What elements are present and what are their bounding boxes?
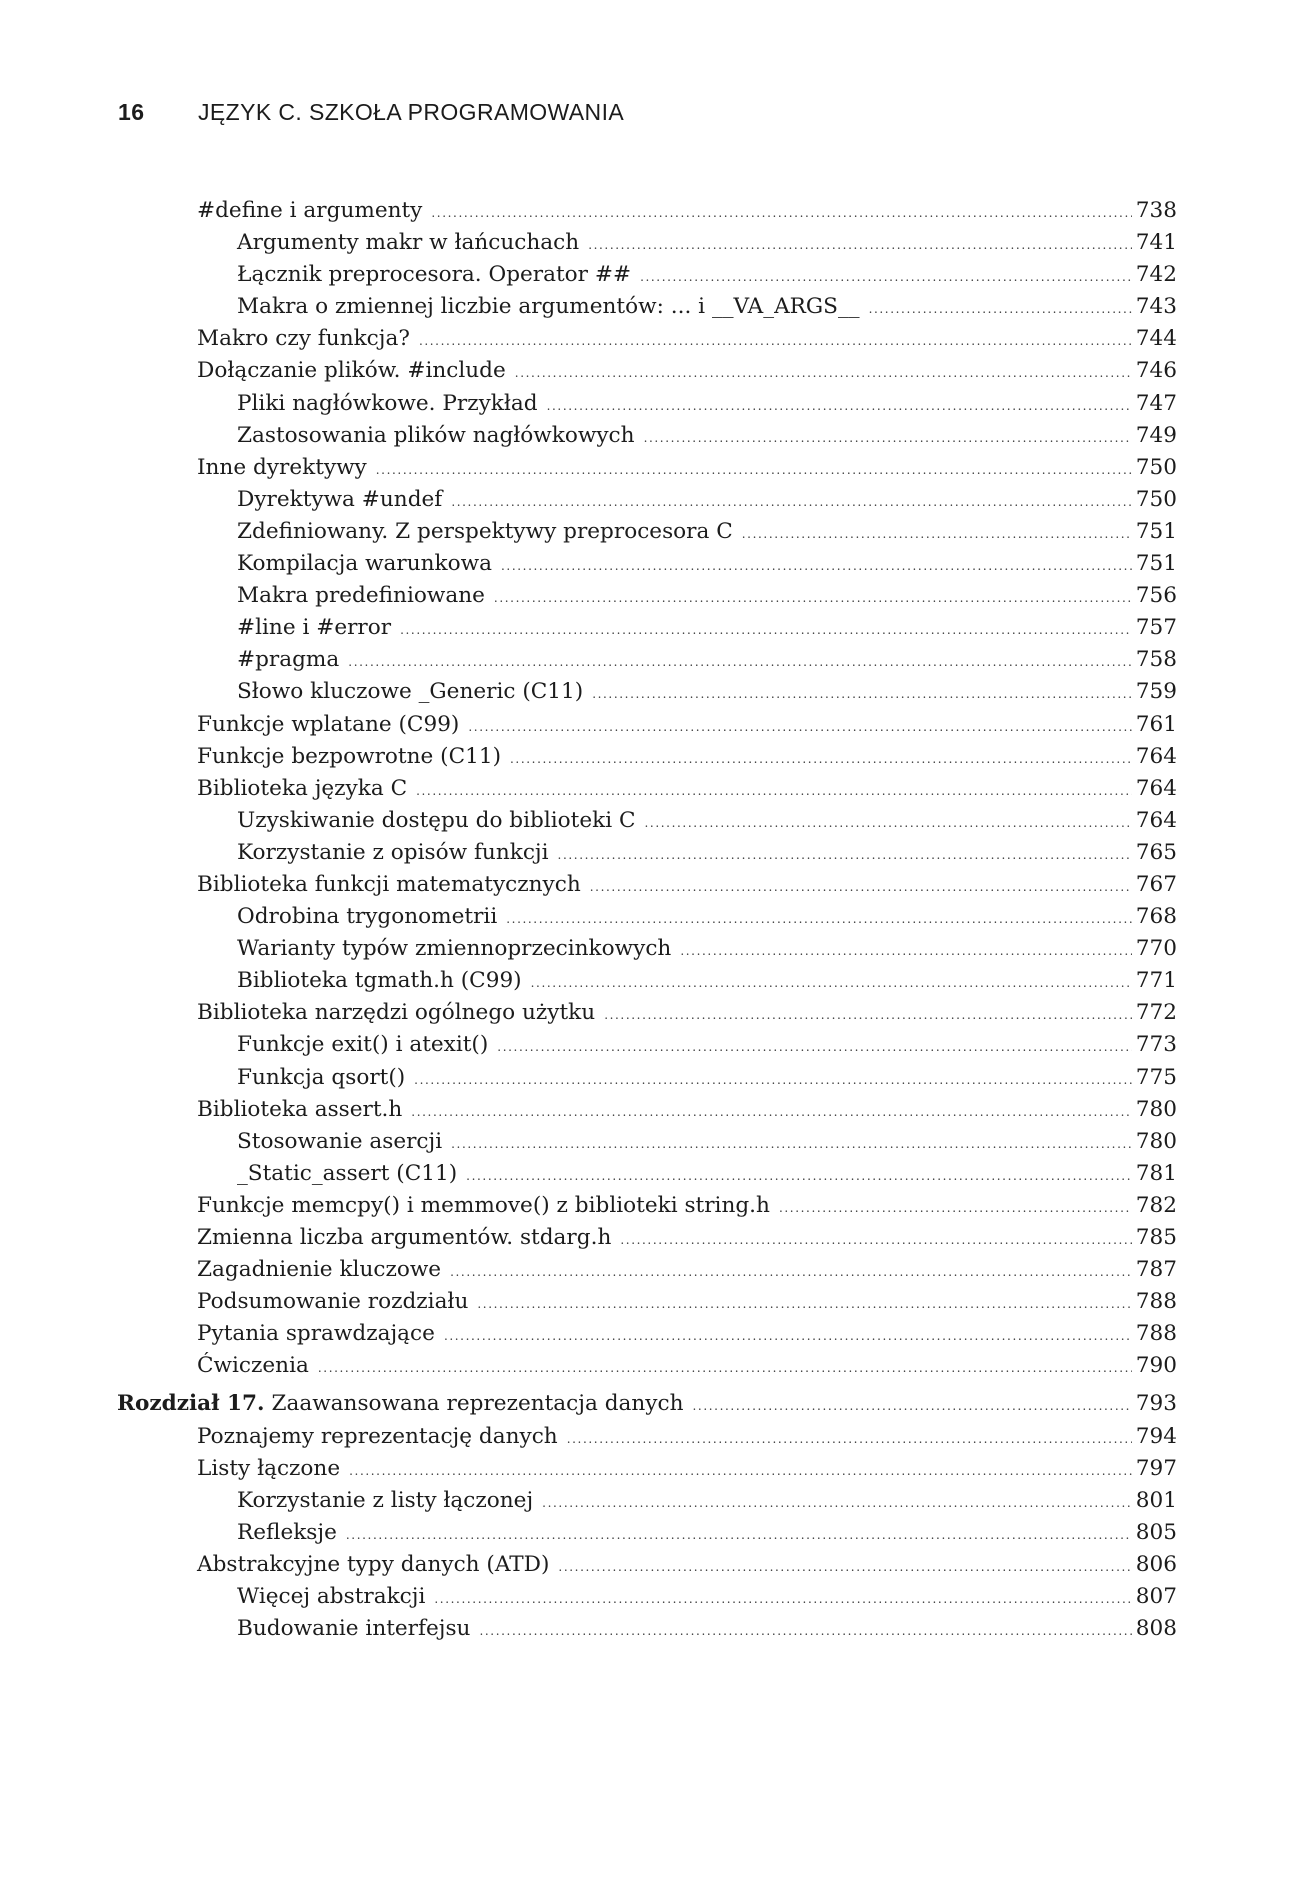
toc-entry-title: [237, 420, 635, 452]
toc-title-text: Refleksje: [237, 1519, 337, 1545]
toc-page-number: 759: [1135, 679, 1177, 705]
toc-page-number: 738: [1135, 198, 1177, 223]
toc-title-text: Funkcje exit() i atexit(): [237, 1032, 489, 1058]
dot-leader: [346, 1529, 1132, 1541]
toc-title-text: Uzyskiwanie dostępu do biblioteki C: [237, 807, 636, 833]
toc-page-number: 790: [1135, 1353, 1177, 1379]
toc-page-number: 746: [1135, 358, 1177, 384]
toc-entry-title: [237, 1029, 488, 1061]
toc-section-entry: [117, 869, 1177, 901]
dot-leader: [558, 1561, 1131, 1573]
dot-leader: [450, 1266, 1132, 1278]
toc-page-number: 772: [1135, 1000, 1177, 1026]
toc-title-text: Łącznik preprocesora. Operator ##: [237, 262, 632, 288]
toc-page-number: 750: [1135, 486, 1177, 512]
toc-page-number: 808: [1135, 1616, 1177, 1642]
dot-leader: [349, 1465, 1132, 1477]
toc-entry-title: [237, 1613, 470, 1645]
dot-leader: [558, 849, 1132, 861]
toc-entry-title: [197, 1350, 309, 1382]
toc-title-text: Biblioteka funkcji matematycznych: [197, 871, 581, 897]
dot-leader: [644, 432, 1132, 444]
toc-subsection-entry: [117, 227, 1177, 259]
toc-section-entry: [117, 1222, 1177, 1254]
toc-page-number: 747: [1135, 390, 1177, 416]
toc-title-text: _Static_assert (C11): [237, 1160, 458, 1186]
dot-leader: [479, 1625, 1131, 1637]
toc-section-entry: [117, 773, 1177, 805]
toc-title-text: #pragma: [237, 647, 340, 673]
dot-leader: [592, 688, 1132, 700]
toc-title-text: Ćwiczenia: [197, 1353, 309, 1379]
dot-leader: [497, 1041, 1132, 1053]
dot-leader: [501, 560, 1132, 572]
dot-leader: [567, 1433, 1132, 1445]
toc-section-entry: [117, 195, 1177, 227]
toc-title-text: #define i argumenty: [197, 198, 423, 223]
dot-leader: [468, 721, 1131, 733]
dot-leader: [590, 881, 1132, 893]
dot-leader: [376, 464, 1132, 476]
dot-leader: [779, 1202, 1132, 1214]
toc-page-number: 741: [1135, 230, 1177, 256]
toc-entry-title: [237, 1126, 442, 1158]
toc-subsection-entry: [117, 933, 1177, 965]
page-number: 16: [118, 99, 145, 125]
chapter-prefix: Rozdział 17.: [117, 1391, 265, 1417]
toc-entry-title: [117, 1388, 684, 1420]
toc-title-text: Pytania sprawdzające: [197, 1321, 435, 1347]
toc-entry-title: [237, 933, 671, 965]
toc-section-entry: [117, 997, 1177, 1029]
toc-section-entry: [117, 323, 1177, 355]
toc-page-number: 785: [1135, 1225, 1177, 1250]
toc-page-number: 782: [1135, 1192, 1177, 1218]
dot-leader: [742, 528, 1132, 540]
toc-page-number: 780: [1135, 1128, 1177, 1154]
toc-section-entry: [117, 1254, 1177, 1286]
toc-title-text: Argumenty makr w łańcuchach: [237, 230, 580, 256]
dot-leader: [348, 656, 1131, 668]
toc-entry-title: [197, 355, 506, 387]
toc-title-text: Dołączanie plików. #include: [197, 358, 506, 384]
toc-page-number: 781: [1135, 1160, 1177, 1186]
toc-subsection-entry: [117, 516, 1177, 548]
toc-entry-title: [197, 1318, 435, 1350]
toc-page-number: 764: [1135, 807, 1177, 833]
toc-title-text: Zdefiniowany. Z perspektywy preprocesora C: [237, 518, 733, 544]
toc-section-entry: [117, 1549, 1177, 1581]
toc-page-number: 788: [1135, 1321, 1177, 1347]
toc-page-number: 780: [1135, 1096, 1177, 1122]
toc-subsection-entry: [117, 388, 1177, 420]
toc-entry-title: [237, 837, 549, 869]
toc-chapter-entry: [117, 1388, 1177, 1420]
toc-section-entry: [117, 741, 1177, 773]
toc-subsection-entry: [117, 548, 1177, 580]
toc-title-text: Zagadnienie kluczowe: [197, 1257, 442, 1283]
toc-title-text: Biblioteka języka C: [197, 775, 408, 801]
toc-page-number: 765: [1135, 839, 1177, 865]
toc-title-text: Makro czy funkcja?: [197, 326, 410, 352]
toc-section-entry: [117, 1190, 1177, 1222]
toc-entry-title: [237, 1581, 425, 1613]
toc-title-text: Zaawansowana reprezentacja danych: [271, 1391, 684, 1417]
toc-entry-title: [237, 805, 636, 837]
dot-leader: [531, 977, 1132, 989]
dot-leader: [400, 624, 1132, 636]
toc-section-entry: [117, 1318, 1177, 1350]
toc-subsection-entry: [117, 805, 1177, 837]
toc-title-text: Makra predefiniowane: [237, 583, 485, 609]
toc-entry-title: [197, 773, 407, 805]
toc-page-number: 768: [1135, 904, 1177, 930]
toc-title-text: Funkcje memcpy() i memmove() z biblioteki string.h: [197, 1192, 770, 1218]
toc-page-number: 764: [1135, 743, 1177, 769]
toc-page-number: 758: [1135, 647, 1177, 673]
toc-subsection-entry: [117, 612, 1177, 644]
toc-subsection-entry: [117, 259, 1177, 291]
toc-title-text: Więcej abstrakcji: [237, 1584, 426, 1610]
dot-leader: [318, 1362, 1132, 1374]
book-title: JĘZYK C. SZKOŁA PROGRAMOWANIA: [198, 99, 625, 125]
toc-entry-title: [197, 1286, 468, 1318]
toc-entry-title: [237, 227, 579, 259]
dot-leader: [515, 367, 1132, 379]
running-head: [118, 99, 624, 126]
dot-leader: [693, 1400, 1132, 1412]
dot-leader: [588, 239, 1132, 251]
dot-leader: [414, 1074, 1132, 1086]
toc-page-number: 751: [1135, 518, 1177, 544]
toc-entry-title: [197, 1549, 549, 1581]
toc-subsection-entry: [117, 1581, 1177, 1613]
toc-page-number: 750: [1135, 454, 1177, 480]
toc-page-number: 775: [1135, 1064, 1177, 1090]
toc-entry-title: [237, 1517, 337, 1549]
toc-title-text: Funkcje wplatane (C99): [197, 711, 460, 737]
toc-subsection-entry: [117, 676, 1177, 708]
dot-leader: [542, 1497, 1132, 1509]
toc-subsection-entry: [117, 580, 1177, 612]
toc-entry-title: [237, 388, 538, 420]
toc-section-entry: [117, 1350, 1177, 1382]
toc-entry-title: [237, 901, 497, 933]
dot-leader: [451, 1138, 1132, 1150]
dot-leader: [869, 303, 1132, 315]
toc-entry-title: [237, 644, 339, 676]
toc-entry-title: [197, 323, 410, 355]
toc-title-text: Funkcja qsort(): [237, 1064, 406, 1090]
toc-entry-title: [197, 195, 422, 227]
dot-leader: [416, 785, 1132, 797]
toc-title-text: #line i #error: [237, 615, 392, 641]
dot-leader: [419, 335, 1132, 347]
toc-entry-title: [197, 1094, 402, 1126]
toc-title-text: Listy łączone: [197, 1455, 341, 1481]
toc-title-text: Warianty typów zmiennoprzecinkowych: [237, 936, 672, 962]
toc-title-text: Budowanie interfejsu: [237, 1616, 471, 1642]
dot-leader: [640, 271, 1132, 283]
toc-subsection-entry: [117, 1126, 1177, 1158]
toc-entry-title: [237, 1158, 457, 1190]
toc-entry-title: [197, 997, 595, 1029]
toc-title-text: Zastosowania plików nagłówkowych: [237, 422, 635, 448]
toc-subsection-entry: [117, 484, 1177, 516]
toc-subsection-entry: [117, 1158, 1177, 1190]
toc-entry-title: [237, 291, 860, 323]
toc-entry-title: [197, 1254, 441, 1286]
toc-title-text: Funkcje bezpowrotne (C11): [197, 743, 501, 769]
toc-subsection-entry: [117, 1029, 1177, 1061]
dot-leader: [494, 592, 1132, 604]
toc-page-number: 764: [1135, 775, 1177, 801]
toc-entry-title: [237, 1062, 405, 1094]
toc-section-entry: [117, 709, 1177, 741]
toc-subsection-entry: [117, 901, 1177, 933]
toc-title-text: Kompilacja warunkowa: [237, 551, 493, 577]
toc-page-number: 749: [1135, 422, 1177, 448]
toc-entry-title: [237, 580, 485, 612]
toc-title-text: Stosowanie asercji: [237, 1128, 443, 1154]
toc-entry-title: [237, 484, 442, 516]
toc-title-text: Biblioteka assert.h: [197, 1096, 403, 1122]
toc-entry-title: [197, 1190, 770, 1222]
toc-title-text: Makra o zmiennej liczbie argumentów: ... i __VA_ARGS__: [237, 294, 860, 320]
toc-entry-title: [237, 516, 733, 548]
toc-page-number: 751: [1135, 551, 1177, 577]
toc-page-number: 771: [1135, 968, 1177, 994]
toc-page-number: 756: [1135, 583, 1177, 609]
dot-leader: [547, 400, 1132, 412]
toc-title-text: Korzystanie z opisów funkcji: [237, 839, 549, 865]
toc-entry-title: [197, 1453, 340, 1485]
toc-section-entry: [117, 452, 1177, 484]
toc-entry-title: [237, 612, 391, 644]
toc-entry-title: [197, 1222, 611, 1254]
toc-page-number: 793: [1135, 1391, 1177, 1417]
toc-title-text: Podsumowanie rozdziału: [197, 1289, 469, 1315]
toc-entry-title: [237, 1485, 533, 1517]
dot-leader: [604, 1009, 1132, 1021]
dot-leader: [431, 207, 1131, 219]
toc-section-entry: [117, 1453, 1177, 1485]
dot-leader: [451, 496, 1131, 508]
dot-leader: [411, 1106, 1132, 1118]
dot-leader: [477, 1298, 1131, 1310]
toc-subsection-entry: [117, 291, 1177, 323]
toc-entry-title: [237, 259, 631, 291]
dot-leader: [466, 1170, 1132, 1182]
toc-title-text: Słowo kluczowe _Generic (C11): [237, 679, 584, 705]
toc-page-number: 806: [1135, 1551, 1177, 1577]
toc-title-text: Dyrektywa #undef: [237, 486, 443, 512]
toc-page-number: 770: [1135, 936, 1177, 962]
dot-leader: [645, 817, 1132, 829]
toc-title-text: Zmienna liczba argumentów. stdarg.h: [197, 1225, 612, 1250]
toc-subsection-entry: [117, 1517, 1177, 1549]
dot-leader: [510, 753, 1132, 765]
toc-section-entry: [117, 355, 1177, 387]
toc-page-number: 797: [1135, 1455, 1177, 1481]
toc-page-number: 757: [1135, 615, 1177, 641]
toc-section-entry: [117, 1286, 1177, 1318]
toc-subsection-entry: [117, 1613, 1177, 1645]
toc-page-number: 805: [1135, 1519, 1177, 1545]
toc-section-entry: [117, 1421, 1177, 1453]
toc-page-number: 744: [1135, 326, 1177, 352]
toc-page-number: 801: [1135, 1487, 1177, 1513]
dot-leader: [680, 945, 1131, 957]
toc-page-number: 761: [1135, 711, 1177, 737]
toc-entry-title: [237, 548, 492, 580]
toc-page-number: 767: [1135, 871, 1177, 897]
toc-title-text: Inne dyrektywy: [197, 454, 367, 480]
toc-page-number: 794: [1135, 1423, 1177, 1449]
toc-page-number: 742: [1135, 262, 1177, 288]
toc-entry-title: [237, 965, 522, 997]
toc-entry-title: [197, 452, 367, 484]
toc-subsection-entry: [117, 1485, 1177, 1517]
table-of-contents: [117, 195, 1177, 1645]
toc-title-text: Poznajemy reprezentację danych: [197, 1423, 558, 1449]
toc-subsection-entry: [117, 420, 1177, 452]
toc-subsection-entry: [117, 837, 1177, 869]
toc-subsection-entry: [117, 1062, 1177, 1094]
toc-title-text: Abstrakcyjne typy danych (ATD): [197, 1551, 550, 1577]
toc-subsection-entry: [117, 965, 1177, 997]
dot-leader: [444, 1330, 1132, 1342]
toc-entry-title: [197, 1421, 558, 1453]
toc-title-text: Biblioteka narzędzi ogólnego użytku: [197, 1000, 596, 1026]
toc-page-number: 788: [1135, 1289, 1177, 1315]
toc-title-text: Biblioteka tgmath.h (C99): [237, 968, 522, 994]
toc-entry-title: [237, 676, 583, 708]
toc-subsection-entry: [117, 644, 1177, 676]
toc-title-text: Odrobina trygonometrii: [237, 904, 498, 930]
dot-leader: [434, 1593, 1131, 1605]
toc-title-text: Korzystanie z listy łączonej: [237, 1487, 534, 1513]
toc-page-number: 743: [1135, 294, 1177, 320]
dot-leader: [506, 913, 1132, 925]
toc-entry-title: [197, 741, 501, 773]
toc-title-text: Pliki nagłówkowe. Przykład: [237, 390, 538, 416]
toc-page-number: 807: [1135, 1584, 1177, 1610]
toc-page-number: 773: [1135, 1032, 1177, 1058]
toc-section-entry: [117, 1094, 1177, 1126]
toc-entry-title: [197, 869, 581, 901]
toc-entry-title: [197, 709, 459, 741]
dot-leader: [620, 1234, 1131, 1246]
toc-page-number: 787: [1135, 1257, 1177, 1283]
